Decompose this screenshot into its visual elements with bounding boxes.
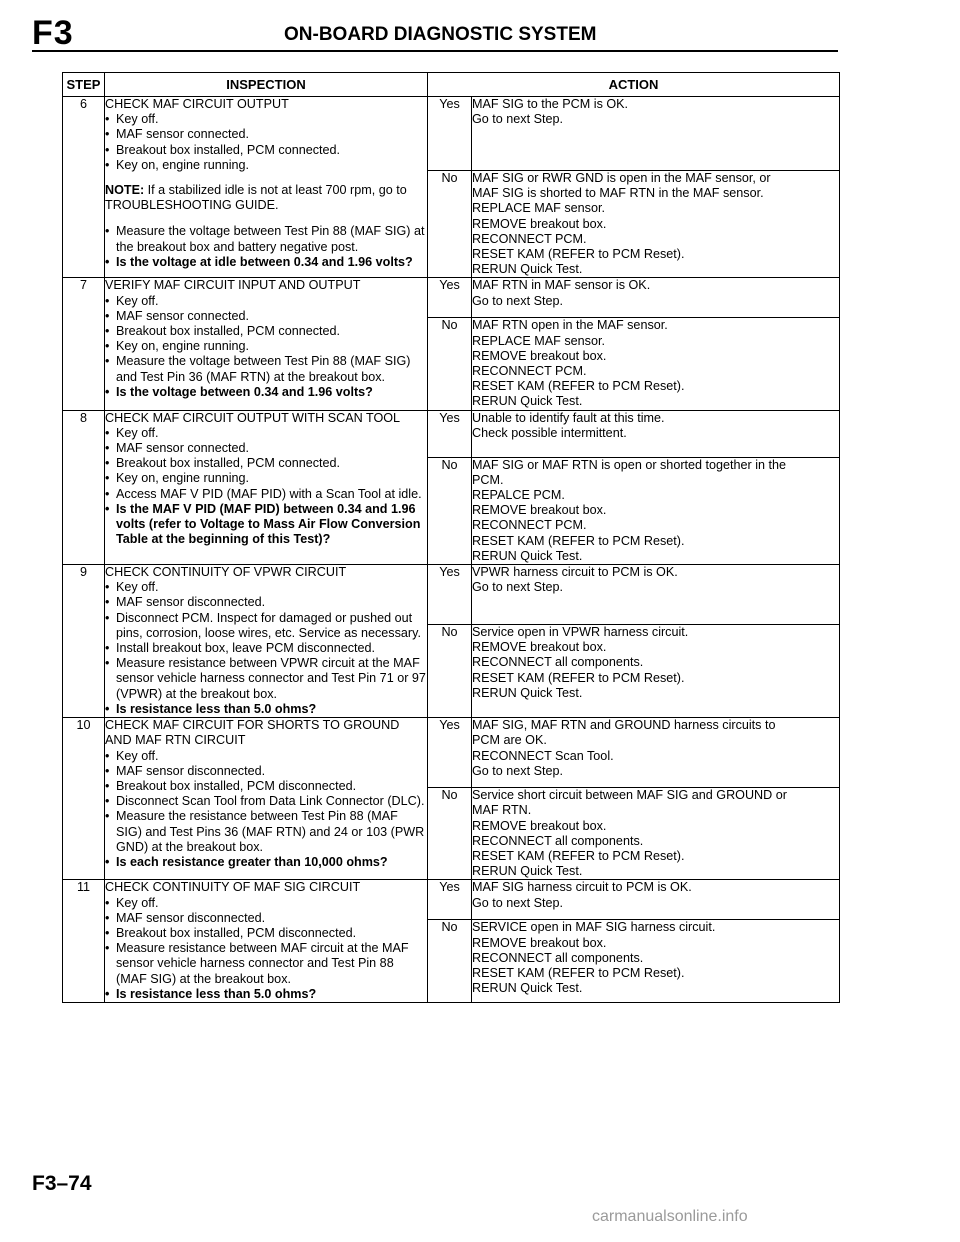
bullet-glyph: • [105,308,110,323]
bullet-item [105,911,427,926]
bullet-item [105,127,427,142]
bullet-item [105,224,427,254]
bullet-text: Breakout box installed, PCM disconnected. [116,925,357,940]
bullet-list [105,896,427,987]
action-line: RERUN Quick Test. [472,685,583,700]
action-line: MAF SIG to the PCM is OK. [472,97,629,111]
action-line: Go to next Step. [472,580,564,595]
action-line: RESET KAM (REFER to PCM Reset). [472,670,685,685]
bullet-item [105,779,427,794]
inspection-column-header: INSPECTION [105,73,428,97]
bullet-glyph: • [105,254,110,269]
table-row [63,278,840,318]
action-line: RECONNECT all components. [472,655,644,670]
bullet-item [105,158,427,173]
action-line: Go to next Step. [472,763,564,778]
note-label: NOTE: [105,183,145,198]
bullet-text: Breakout box installed, PCM disconnected. [116,778,357,793]
bullet-item [105,487,427,502]
page-title: ON-BOARD DIAGNOSTIC SYSTEM [284,24,597,45]
table-row [63,97,840,171]
no-action-cell [472,457,840,564]
watermark: carmanualsonline.info [592,1208,748,1225]
bullet-text: Key off. [116,748,159,763]
bullet-item [105,471,427,486]
question-list [105,502,427,548]
bullet-item [105,339,427,354]
no-label: No [428,171,472,278]
bullet-glyph: • [105,925,110,940]
action-line: REMOVE breakout box. [472,503,607,518]
step-heading: CHECK CONTINUITY OF MAF SIG CIRCUIT [105,880,361,895]
yes-action-cell [472,880,840,920]
question-list [105,702,427,717]
bullet-item [105,611,427,641]
bullet-list [105,426,427,502]
inspection-cell [105,97,428,278]
table-row [63,410,840,457]
bullet-glyph: • [105,778,110,793]
action-line: REMOVE breakout box. [472,640,607,655]
action-line: RERUN Quick Test. [472,548,583,563]
bullet-text: Breakout box installed, PCM connected. [116,456,341,471]
action-line: PCM. [472,472,504,487]
diagnostic-procedure-table [62,72,840,1003]
bullet-glyph: • [105,384,110,399]
note-paragraph [105,183,427,213]
bullet-text: Key on, engine running. [116,339,250,354]
yes-action-cell [472,410,840,457]
bullet-item [105,941,427,987]
no-label: No [428,625,472,718]
question-text: Is the MAF V PID (MAF PID) between 0.34 and 1.96 volts (refer to Voltage to Mass Air Flow Conversion Table at the beginning of this Test)? [116,501,421,547]
bullet-text: Measure the voltage between Test Pin 88 (MAF SIG) and Test Pin 36 (MAF RTN) at the breakout box. [116,354,411,384]
bullet-glyph: • [105,910,110,925]
table-row [63,565,840,625]
inspection-question [105,502,427,548]
question-text: Is the voltage at idle between 0.34 and 1.96 volts? [116,254,413,269]
no-label: No [428,457,472,564]
bullet-item [105,426,427,441]
bullet-glyph: • [105,425,110,440]
bullet-text: MAF sensor disconnected. [116,763,266,778]
yes-action-cell [472,97,840,171]
bullet-text: Key off. [116,293,159,308]
bullet-item [105,809,427,855]
step-number: 7 [63,278,105,410]
bullet-text: MAF sensor connected. [116,308,249,323]
bullet-item [105,456,427,471]
bullet-glyph: • [105,501,110,516]
yes-label: Yes [428,565,472,625]
procedure-steps [63,97,840,1003]
bullet-text: Breakout box installed, PCM connected. [116,142,341,157]
action-line: RERUN Quick Test. [472,394,583,409]
action-line: REMOVE breakout box. [472,818,607,833]
action-line: MAF RTN. [472,803,532,818]
bullet-text: Key off. [116,895,159,910]
page-header [32,14,838,52]
bullet-glyph: • [105,610,110,625]
inspection-cell [105,880,428,1003]
bullet-text: Key on, engine running. [116,471,250,486]
action-line: MAF RTN in MAF sensor is OK. [472,278,651,293]
action-line: Service short circuit between MAF SIG and GROUND or [472,788,787,803]
bullet-glyph: • [105,763,110,778]
action-line: RESET KAM (REFER to PCM Reset). [472,848,685,863]
inspection-question [105,702,427,717]
action-line: RESET KAM (REFER to PCM Reset). [472,379,685,394]
yes-label: Yes [428,278,472,318]
yes-label: Yes [428,718,472,788]
section-code: F3 [32,14,74,52]
question-list [105,987,427,1002]
bullet-text: Disconnect PCM. Inspect for damaged or pushed out pins, corrosion, loose wires, etc. Service as necessary. [116,610,421,640]
bullet-list [105,224,427,254]
bullet-item [105,294,427,309]
bullet-item [105,794,427,809]
action-line: RECONNECT all components. [472,833,644,848]
no-label: No [428,318,472,410]
action-line: REPLACE MAF sensor. [472,201,605,216]
inspection-cell [105,278,428,410]
action-line: Unable to identify fault at this time. [472,410,665,425]
bullet-glyph: • [105,595,110,610]
action-line: RERUN Quick Test. [472,262,583,277]
bullet-glyph: • [105,471,110,486]
bullet-glyph: • [105,441,110,456]
bullet-glyph: • [105,354,110,369]
bullet-text: MAF sensor connected. [116,127,249,142]
bullet-item [105,641,427,656]
step-column-header: STEP [63,73,105,97]
bullet-glyph: • [105,293,110,308]
bullet-item [105,112,427,127]
yes-label: Yes [428,880,472,920]
inspection-question [105,855,427,870]
action-column-header: ACTION [428,73,840,97]
action-line: MAF SIG or MAF RTN is open or shorted together in the [472,457,787,472]
inspection-question [105,255,427,270]
bullet-item [105,749,427,764]
bullet-glyph: • [105,456,110,471]
note-text: If a stabilized idle is not at least 700 rpm, go to TROUBLESHOOTING GUIDE. [105,183,407,213]
bullet-list [105,749,427,855]
bullet-item [105,324,427,339]
action-line: Go to next Step. [472,895,564,910]
action-line: RECONNECT Scan Tool. [472,748,614,763]
action-line: MAF SIG harness circuit to PCM is OK. [472,880,692,895]
bullet-item [105,656,427,702]
bullet-text: Key off. [116,425,159,440]
bullet-text: Key off. [116,112,159,127]
bullet-text: MAF sensor disconnected. [116,595,266,610]
bullet-text: Key off. [116,580,159,595]
inspection-question [105,987,427,1002]
bullet-glyph: • [105,941,110,956]
bullet-glyph: • [105,748,110,763]
bullet-item [105,926,427,941]
action-line: RESET KAM (REFER to PCM Reset). [472,247,685,262]
action-line: VPWR harness circuit to PCM is OK. [472,565,678,580]
no-action-cell [472,920,840,1003]
bullet-glyph: • [105,701,110,716]
table-row [63,880,840,920]
no-action-cell [472,625,840,718]
action-line: RESET KAM (REFER to PCM Reset). [472,965,685,980]
action-line: MAF SIG or RWR GND is open in the MAF sensor, or [472,171,771,185]
action-line: RECONNECT PCM. [472,364,587,379]
inspection-cell [105,565,428,718]
action-line: REMOVE breakout box. [472,216,607,231]
yes-label: Yes [428,97,472,171]
bullet-glyph: • [105,486,110,501]
bullet-text: Key on, engine running. [116,157,250,172]
bullet-text: Disconnect Scan Tool from Data Link Connector (DLC). [116,794,425,809]
bullet-item [105,309,427,324]
question-text: Is the voltage between 0.34 and 1.96 volts? [116,384,373,399]
yes-label: Yes [428,410,472,457]
action-line: RERUN Quick Test. [472,864,583,879]
action-line: RECONNECT PCM. [472,518,587,533]
step-heading: VERIFY MAF CIRCUIT INPUT AND OUTPUT [105,278,361,293]
action-line: MAF RTN open in the MAF sensor. [472,318,668,333]
action-line: RECONNECT all components. [472,950,644,965]
bullet-glyph: • [105,895,110,910]
bullet-text: Measure resistance between VPWR circuit at the MAF sensor vehicle harness connector and Test Pin 71 or 97 (VPWR) at the breakout box. [116,656,426,701]
table-row [63,718,840,788]
step-heading: CHECK MAF CIRCUIT OUTPUT WITH SCAN TOOL [105,410,401,425]
action-line: REPALCE PCM. [472,488,565,503]
action-line: Check possible intermittent. [472,425,627,440]
inspection-question [105,385,427,400]
bullet-glyph: • [105,986,110,1001]
step-number: 6 [63,97,105,278]
bullet-glyph: • [105,809,110,824]
action-line: SERVICE open in MAF SIG harness circuit. [472,920,716,935]
no-action-cell [472,788,840,880]
bullet-glyph: • [105,794,110,809]
step-number: 8 [63,410,105,564]
bullet-item [105,595,427,610]
bullet-text: Install breakout box, leave PCM disconnected. [116,641,376,656]
step-heading: CHECK CONTINUITY OF VPWR CIRCUIT [105,565,347,580]
step-heading: CHECK MAF CIRCUIT FOR SHORTS TO GROUND AND MAF RTN CIRCUIT [105,718,400,748]
action-line: MAF SIG, MAF RTN and GROUND harness circuits to [472,718,776,733]
question-text: Is each resistance greater than 10,000 ohms? [116,854,388,869]
bullet-text: Breakout box installed, PCM connected. [116,324,341,339]
bullet-item [105,441,427,456]
bullet-glyph: • [105,157,110,172]
bullet-text: MAF sensor connected. [116,441,249,456]
no-action-cell [472,171,840,278]
bullet-item [105,143,427,158]
action-line: Go to next Step. [472,293,564,308]
step-number: 10 [63,718,105,880]
action-line: Go to next Step. [472,112,564,127]
no-label: No [428,920,472,1003]
bullet-glyph: • [105,641,110,656]
action-line: PCM are OK. [472,733,547,748]
action-line: REMOVE breakout box. [472,935,607,950]
bullet-list [105,112,427,173]
action-line: MAF SIG is shorted to MAF RTN in the MAF sensor. [472,186,764,201]
action-line: RESET KAM (REFER to PCM Reset). [472,533,685,548]
bullet-item [105,580,427,595]
table-header-row [63,73,840,97]
bullet-glyph: • [105,142,110,157]
action-line: Service open in VPWR harness circuit. [472,625,689,640]
question-text: Is resistance less than 5.0 ohms? [116,701,317,716]
action-line: RECONNECT PCM. [472,231,587,246]
bullet-list [105,580,427,702]
bullet-glyph: • [105,580,110,595]
no-label: No [428,788,472,880]
bullet-glyph: • [105,224,110,239]
question-list [105,385,427,400]
question-list [105,855,427,870]
bullet-item [105,354,427,384]
inspection-cell [105,410,428,564]
bullet-text: Access MAF V PID (MAF PID) with a Scan Tool at idle. [116,486,422,501]
no-action-cell [472,318,840,410]
step-heading: CHECK MAF CIRCUIT OUTPUT [105,97,289,111]
yes-action-cell [472,718,840,788]
bullet-text: Measure the voltage between Test Pin 88 (MAF SIG) at the breakout box and battery negative post. [116,224,425,254]
yes-action-cell [472,278,840,318]
step-number: 11 [63,880,105,1003]
yes-action-cell [472,565,840,625]
action-line: RERUN Quick Test. [472,981,583,996]
step-number: 9 [63,565,105,718]
bullet-text: Measure the resistance between Test Pin 88 (MAF SIG) and Test Pins 36 (MAF RTN) and 24 or 103 (PWR GND) at the breakout box. [116,809,425,854]
bullet-glyph: • [105,339,110,354]
bullet-glyph: • [105,324,110,339]
question-text: Is resistance less than 5.0 ohms? [116,986,317,1001]
bullet-item [105,896,427,911]
question-list [105,255,427,270]
bullet-glyph: • [105,854,110,869]
bullet-glyph: • [105,127,110,142]
page-number: F3–74 [32,1172,92,1195]
bullet-glyph: • [105,112,110,127]
bullet-text: MAF sensor disconnected. [116,910,266,925]
action-line: REMOVE breakout box. [472,348,607,363]
bullet-item [105,764,427,779]
bullet-glyph: • [105,656,110,671]
inspection-cell [105,718,428,880]
bullet-list [105,294,427,385]
bullet-text: Measure resistance between MAF circuit at the MAF sensor vehicle harness connector and Test Pin 88 (MAF SIG) at the breakout box. [116,941,409,986]
action-line: REPLACE MAF sensor. [472,333,605,348]
